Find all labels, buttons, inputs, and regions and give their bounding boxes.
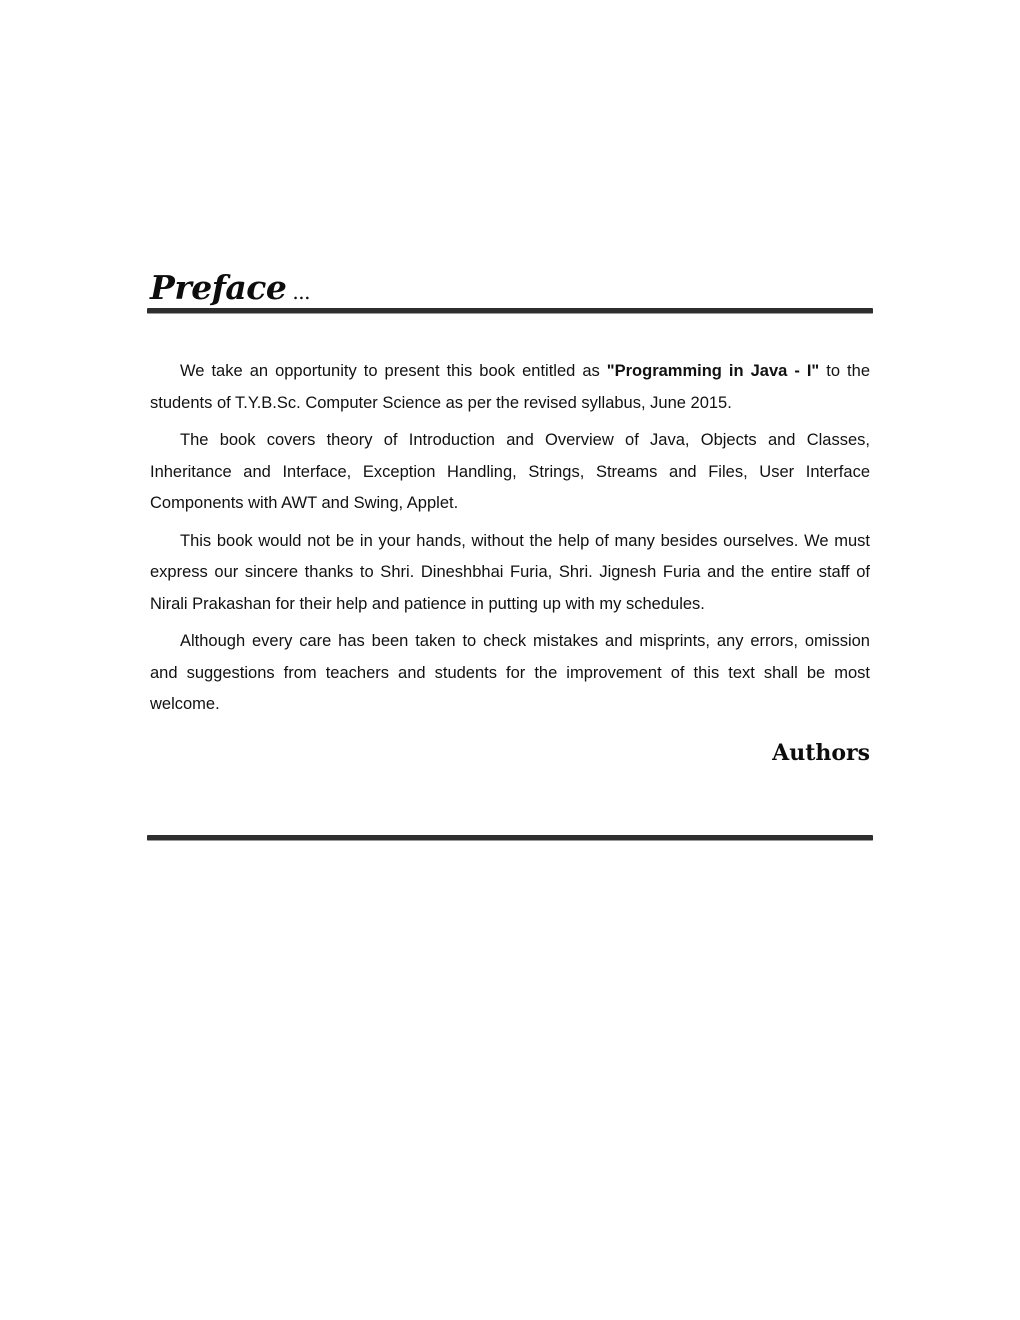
signature-authors: Authors bbox=[772, 740, 870, 766]
paragraph-4: Although every care has been taken to check mistakes and misprints, any errors, omission and suggestions from teachers and students for the improvement of this text shall be most welcome. bbox=[150, 632, 870, 713]
paragraph-3: This book would not be in your hands, without the help of many besides ourselves. We must express our sincere thanks to Shri. Dineshbhai Furia, Shri. Jignesh Furia and the entire staff of Nirali Prakashan for their help and patience in putting up with my schedules. bbox=[150, 531, 870, 613]
page-title-ellipsis: ... bbox=[292, 280, 310, 304]
book-title-emphasis: "Programming in Java - I" bbox=[606, 362, 820, 380]
page-title-text: Preface bbox=[150, 268, 287, 307]
paragraph-1-tail: to the students of T.Y.B.Sc. Computer Science as per the revised syllabus, June 2015. bbox=[150, 362, 870, 412]
paragraph-1 bbox=[150, 356, 870, 419]
page-title bbox=[150, 268, 310, 312]
paragraph-2: The book covers theory of Introduction and Overview of Java, Objects and Classes, Inheritance and Interface, Exception Handling, Strings, Streams and Files, User Interface Components with AWT and Swing, Applet. bbox=[150, 431, 870, 512]
paragraph-1-lead: We take an opportunity to present this book entitled as bbox=[180, 362, 607, 380]
bottom-divider bbox=[147, 835, 873, 841]
top-divider bbox=[147, 308, 873, 314]
preface-body bbox=[150, 356, 870, 727]
